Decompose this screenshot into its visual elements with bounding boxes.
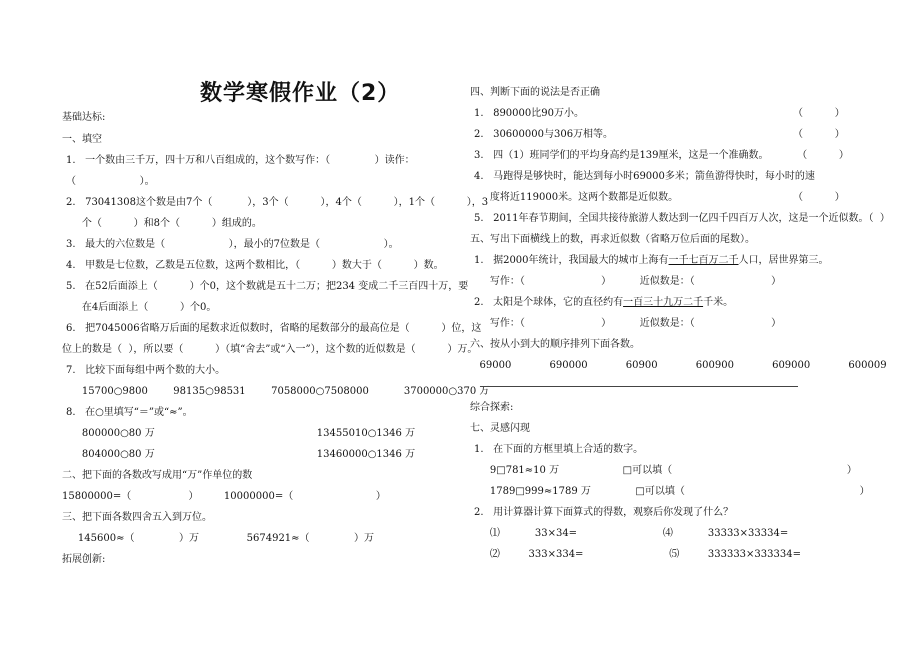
judge-1: 1. 890000比90万小。 [474, 108, 584, 119]
seven-question-1: 1. 在下面的方框里填上合适的数字。 [474, 444, 644, 455]
sort-numbers: 69000 690000 60900 600900 609000 600009 [470, 360, 887, 371]
question-6-cont: 位上的数是（ ），所以要（ ）（填“舍去”或“入一”），这个数的近似数是（ ）万。 [62, 344, 478, 355]
question-1: 1. 一个数由三千万，四十万和八百组成的，这个数写作：（ ）读作： [66, 155, 415, 166]
question-5-cont: 在4后面添上（ ）个0。 [66, 302, 217, 313]
judge-3: 3. 四（1）班同学们的平均身高约是139厘米，这是一个准确数。 （ ） [474, 150, 849, 161]
five-question-1-answer: 写作：（ ） 近似数是：（ ） [474, 276, 782, 287]
judge-4: 4. 马跑得是够快时，能达到每小时69000多米；箭鱼游得快时，每小时的速 [474, 171, 815, 182]
question-6: 6. 把7045006省略万后面的尾数求近似数时，省略的尾数部分的最高位是（ ）位，这 [66, 323, 482, 334]
calc-row-1: ⑴ 33×34= ⑷ 33333×33334= [474, 528, 789, 539]
question-1-cont: （ ）。 [66, 176, 155, 187]
seven-question-1-row-2: 1789□999≈1789 万 □可以填（ ） [474, 486, 870, 497]
section-five-heading: 五、写出下面横线上的数，再求近似数（省略万位后面的尾数）。 [470, 234, 755, 245]
question-4: 4. 甲数是七位数，乙数是五位数，这两个数相比，（ ）数大于（ ）数。 [66, 260, 444, 271]
question-8-row-1: 800000○80 万 13455010○1346 万 [66, 428, 416, 439]
section-explore: 综合探索: [470, 402, 514, 413]
five-question-1: 1. 据2000年统计，我国最大的城市上海有一千七百万二千人口，居世界第三。 [474, 255, 829, 266]
section-seven-heading: 七、灵感闪现 [470, 423, 530, 434]
answer-line [480, 386, 798, 387]
judge-2-blank: （ ） [793, 129, 845, 140]
question-3: 3. 最大的六位数是（ ），最小的7位数是（ ）。 [66, 239, 399, 250]
question-7: 7. 比较下面每组中两个数的大小。 [66, 365, 226, 376]
five-question-2: 2. 太阳是个球体，它的直径约有一百三十九万二千千米。 [474, 297, 734, 308]
section-three-heading: 三、把下面各数四舍五入到万位。 [62, 512, 212, 523]
question-7-row: 15700○9800 98135○98531 7058000○7508000 3700000○370 万 [66, 386, 490, 397]
section-extend: 拓展创新: [62, 554, 106, 565]
calc-row-2: ⑵ 333×334= ⑸ 333333×333334= [474, 549, 801, 560]
judge-4-blank: （ ） [793, 192, 845, 203]
five-question-2-answer: 写作：（ ） 近似数是：（ ） [474, 318, 782, 329]
question-2: 2. 73041308这个数是由7个（ ），3个（ ），4个（ ），1个（ ），3 [66, 197, 489, 208]
section-six-heading: 六、按从小到大的顺序排列下面各数。 [470, 339, 640, 350]
section-two-row: 15800000=（ ） 10000000=（ ） [62, 491, 386, 502]
section-one-heading: 一、填空 [62, 134, 102, 145]
question-8: 8. 在○里填写“＝”或“≈”。 [66, 407, 193, 418]
section-two-heading: 二、把下面的各数改写成用“万”作单位的数 [62, 470, 253, 481]
page-title: 数学寒假作业（2） [200, 81, 401, 106]
judge-1-blank: （ ） [793, 108, 845, 119]
section-three-row: 145600≈（ ）万 5674921≈（ ）万 [62, 533, 375, 544]
question-8-row-2: 804000○80 万 13460000○1346 万 [66, 449, 416, 460]
judge-5: 5. 2011年春节期间，全国共接待旅游人数达到一亿四千四百万人次，这是一个近似数。（ ） [474, 213, 890, 224]
seven-question-2: 2. 用计算器计算下面算式的得数，观察后你发现了什么？ [474, 507, 734, 518]
question-2-cont: 个（ ）和8个（ ）组成的。 [66, 218, 262, 229]
seven-question-1-row-1: 9□781≈10 万 □可以填（ ） [474, 465, 857, 476]
section-basic: 基础达标: [62, 112, 106, 123]
judge-2: 2. 30600000与306万相等。 [474, 129, 614, 140]
section-four-heading: 四、判断下面的说法是否正确 [470, 87, 600, 98]
judge-4-cont: 度将近119000米。这两个数都是近似数。 [474, 192, 679, 203]
question-5: 5. 在52后面添上（ ）个0，这个数就是五十二万；把234 变成二千三百四十万，要 [66, 281, 469, 292]
